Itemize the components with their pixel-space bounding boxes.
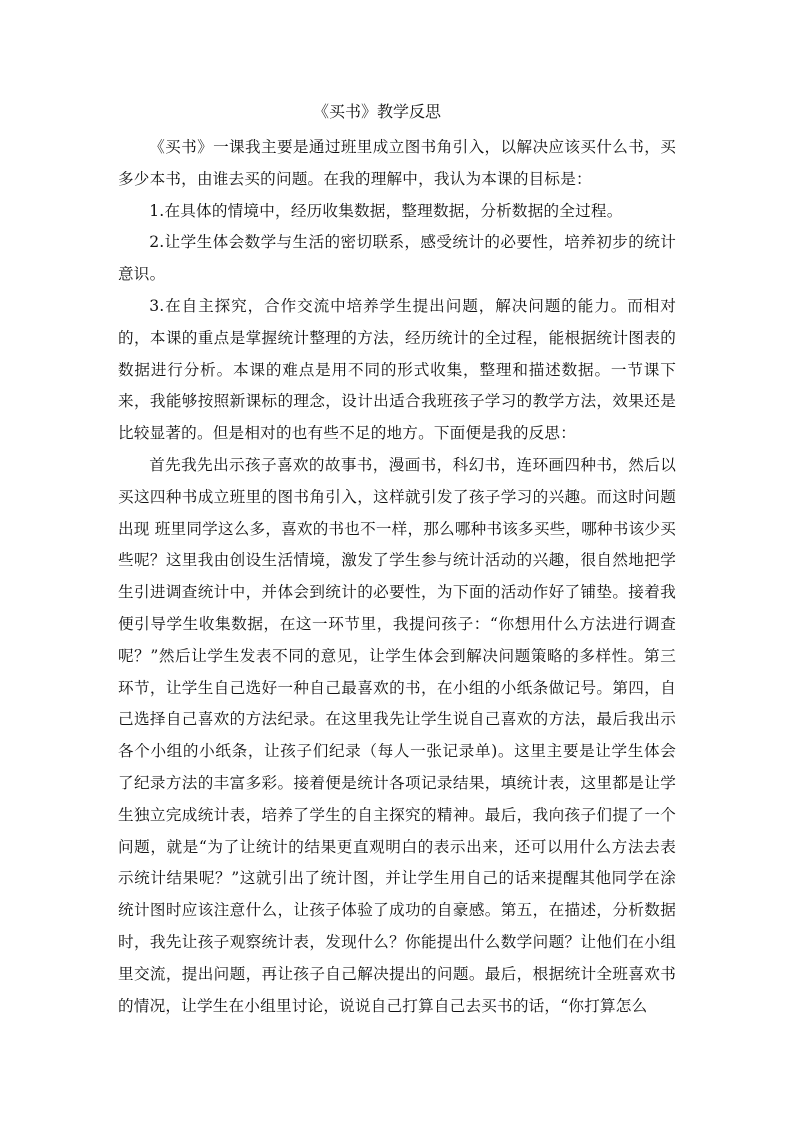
- document-page: [118, 92, 676, 1022]
- paragraph-goal-3: 3.在自主探究，合作交流中培养学生提出问题，解决问题的能力。而相对的，本课的重点是掌握统计整理的方法，经历统计的全过程，能根据统计图表的数据进行分析。本课的难点是用不同的形式收集，整理和描述数据。一节课下来，我能够按照新课标的理念，设计出适合我班孩子学习的教学方法，效果还是比较显著的。但是相对的也有些不足的地方。下面便是我的反思：: [118, 296, 676, 443]
- paragraph-goal-1: 1.在具体的情境中，经历收集数据，整理数据，分析数据的全过程。: [149, 201, 623, 220]
- paragraph-goal-2: 2.让学生体会数学与生活的密切联系，感受统计的必要性，培养初步的统计意识。: [118, 233, 676, 284]
- paragraph-reflection: 首先我先出示孩子喜欢的故事书，漫画书，科幻书，连环画四种书，然后以买这四种书成立班里的图书角引入，这样就引发了孩子学习的兴趣。而这时问题出现 班里同学这么多，喜欢的书也不一样，那么哪种书该多买些，哪种书该少买些呢？这里我由创设生活情境，激发了学生参与统计活动的兴趣，很自然地把学生引进调查统计中，并体会到统计的必要性，为下面的活动作好了铺垫。接着我便引导学生收集数据，在这一环节里，我提问孩子：“你想用什么方法进行调查呢？”然后让学生发表不同的意见，让学生体会到解决问题策略的多样性。第三环节，让学生自己选好一种自己最喜欢的书，在小组的小纸条做记号。第四，自己选择自己喜欢的方法纪录。在这里我先让学生说自己喜欢的方法，最后我出示各个小组的小纸条，让孩子们纪录（每人一张记录单)。这里主要是让学生体会了纪录方法的丰富多彩。接着便是统计各项记录结果，填统计表，这里都是让学生独立完成统计表，培养了学生的自主探究的精神。最后，我向孩子们提了一个问题，就是“为了让统计的结果更直观明白的表示出来，还可以用什么方法去表示统计结果呢？”这就引出了统计图，并让学生用自己的话来提醒其他同学在涂统计图时应该注意什么，让孩子体验了成功的自豪感。第五，在描述，分析数据时，我先让孩子观察统计表，发现什么？你能提出什么数学问题？让他们在小组里交流，提出问题，再让孩子自己解决提出的问题。最后，根据统计全班喜欢书的情况，让学生在小组里讨论，说说自己打算自己去买书的话，“你打算怎么: [118, 455, 676, 1015]
- document-title: 《买书》教学反思: [312, 102, 441, 121]
- paragraph-intro: 《买书》一课我主要是通过班里成立图书角引入，以解决应该买什么书，买多少本书，由谁去买的问题。在我的理解中，我认为本课的目标是：: [118, 138, 676, 188]
